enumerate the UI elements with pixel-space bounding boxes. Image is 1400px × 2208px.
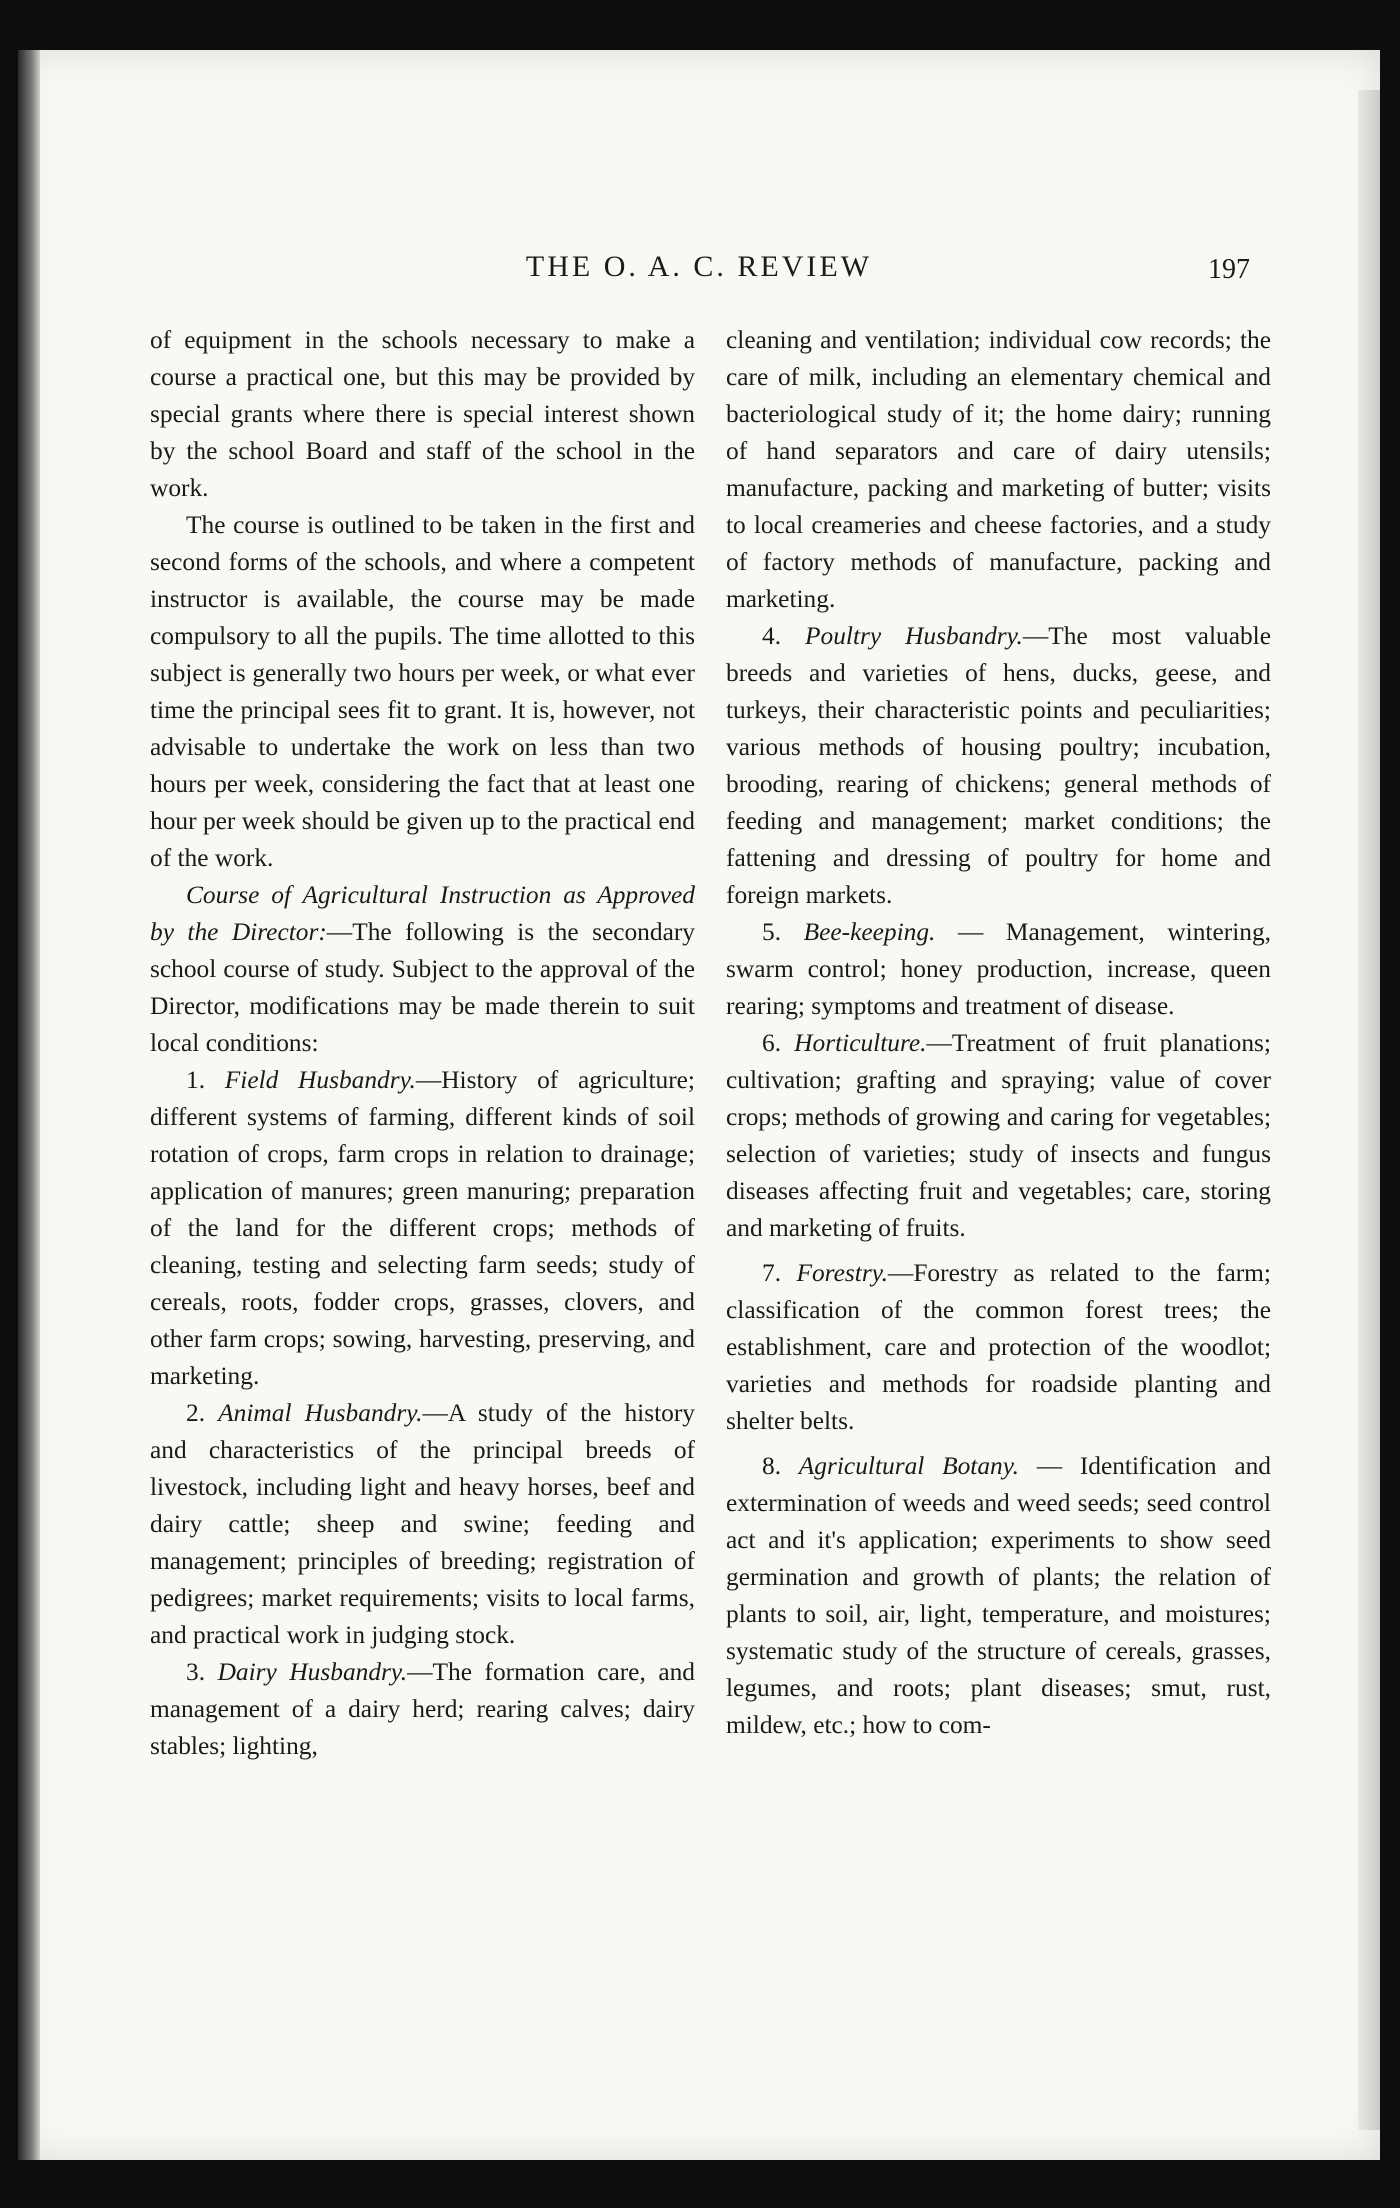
book-page	[18, 50, 1380, 2160]
paragraph: cleaning and ventilation; individual cow records; the care of milk, including an elementary chemical and bacteriological study of it; the home dairy; running of hand separators and care of dairy utensils; manufacture, packing and marketing of butter; visits to local creameries and cheese factories, and a study of factory methods of manufacture, packing and marketing.	[726, 326, 1271, 613]
left-column	[150, 322, 695, 1765]
paragraph: The course is outlined to be taken in the first and second forms of the schools, and where a competent instructor is available, the course may be made compulsory to all the pupils. The time allotted to this subject is generally two hours per week, or what ever time the principal sees fit to grant. It is, however, not advisable to undertake the work on less than two hours per week, considering the fact that at least one hour per week should be given up to the practical end of the work.	[150, 511, 695, 872]
list-item	[726, 914, 1271, 1025]
page-edge	[1358, 90, 1380, 2130]
item-heading: Agricultural Botany.	[798, 1452, 1019, 1480]
item-text: —Forestry as related to the farm; classification of the common forest trees; the establishment, care and protection of the woodlot; varieties and methods for roadside planting and shelter belts.	[726, 1259, 1271, 1435]
item-number: 2.	[186, 1399, 206, 1427]
item-heading: Forestry.	[796, 1259, 888, 1287]
item-number: 5.	[762, 918, 782, 946]
item-number: 6.	[762, 1029, 782, 1057]
item-text: —History of agriculture; different systems of farming, different kinds of soil rotation of crops, farm crops in relation to drainage; application of manures; green manuring; preparation of the land for the different crops; methods of cleaning, testing and selecting farm seeds; study of cereals, roots, fodder crops, grasses, clovers, and other farm crops; sowing, harvesting, preserving, and marketing.	[150, 1066, 695, 1390]
item-heading: Field Husbandry.	[224, 1066, 416, 1094]
item-number: 8.	[762, 1452, 782, 1480]
item-number: 7.	[762, 1259, 782, 1287]
item-text: — Management, wintering, swarm control; honey production, increase, queen rearing; symptoms and treatment of disease.	[726, 918, 1271, 1020]
item-heading: Horticulture.	[794, 1029, 927, 1057]
list-item	[150, 1062, 695, 1395]
item-text: —The formation care, and management of a dairy herd; rearing calves; dairy stables; lighting,	[150, 1658, 695, 1760]
paragraph: of equipment in the schools necessary to make a course a practical one, but this may be provided by special grants where there is special interest shown by the school Board and staff of the school in the work.	[150, 326, 695, 502]
item-number: 3.	[186, 1658, 206, 1686]
list-item	[726, 1448, 1271, 1744]
item-text: —A study of the history and characteristics of the principal breeds of livestock, including light and heavy horses, beef and dairy cattle; sheep and swine; feeding and management; principles of breeding; registration of pedigrees; market requirements; visits to local farms, and practical work in judging stock.	[150, 1399, 695, 1649]
item-heading: Poultry Husbandry.	[804, 622, 1023, 650]
section-heading: Course of Agricultural Instruction as Approved by the Director:	[150, 881, 695, 946]
item-heading: Bee-keeping.	[803, 918, 936, 946]
item-heading: Dairy Husbandry.	[217, 1658, 408, 1686]
running-header	[18, 250, 1380, 290]
item-text: — Identification and extermination of weeds and weed seeds; seed control act and it's application; experiments to show seed germination and growth of plants; the relation of plants to soil, air, light, temperature, and moistures; systematic study of the structure of cereals, grasses, legumes, and roots; plant diseases; smut, rust, mildew, etc.; how to com-	[726, 1452, 1271, 1739]
right-column	[726, 322, 1271, 1744]
item-number: 4.	[762, 622, 782, 650]
item-heading: Animal Husbandry.	[218, 1399, 423, 1427]
list-item	[726, 1025, 1271, 1247]
item-text: —Treatment of fruit planations; cultivation; grafting and spraying; value of cover crops; methods of growing and caring for vegetables; selection of varieties; study of insects and fungus diseases affecting fruit and vegetables; care, storing and marketing of fruits.	[726, 1029, 1271, 1242]
list-item	[150, 1395, 695, 1654]
list-item	[726, 618, 1271, 914]
item-text: —The most valuable breeds and varieties of hens, ducks, geese, and turkeys, their characteristic points and peculiarities; various methods of housing poultry; incubation, brooding, rearing of chickens; general methods of feeding and management; market conditions; the fattening and dressing of poultry for home and foreign markets.	[726, 622, 1271, 909]
page-number: 197	[1208, 254, 1250, 285]
paragraph	[150, 877, 695, 1062]
journal-title: THE O. A. C. REVIEW	[525, 250, 873, 283]
item-number: 1.	[186, 1066, 206, 1094]
list-item	[150, 1654, 695, 1765]
book-binding	[18, 50, 40, 2160]
list-item	[726, 1255, 1271, 1440]
paragraph-text: —The following is the secondary school course of study. Subject to the approval of the Director, modifications may be made therein to suit local conditions:	[150, 918, 695, 1057]
